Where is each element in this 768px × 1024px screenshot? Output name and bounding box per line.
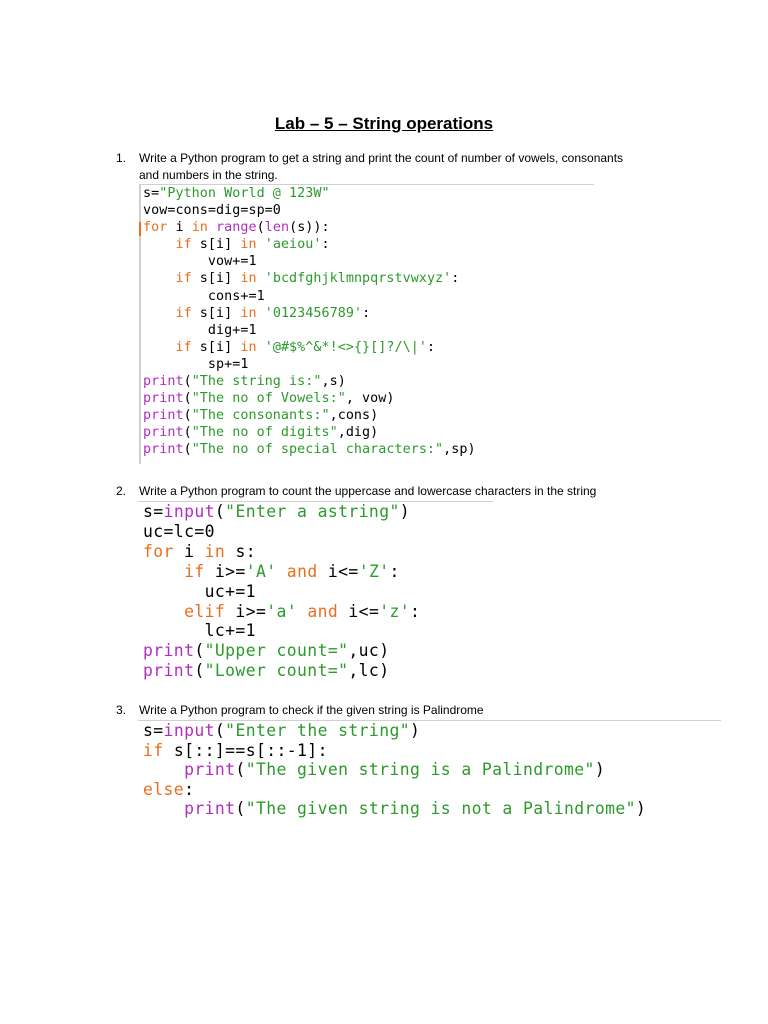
- code-token: (: [183, 408, 192, 424]
- code-token: [143, 562, 184, 581]
- code-token: "Upper count=": [204, 641, 349, 661]
- code-token: [143, 237, 175, 252]
- code-line: [143, 236, 476, 253]
- page-title: Lab – 5 – String operations: [274, 114, 494, 133]
- code-token: "The no of special characters:": [191, 442, 444, 458]
- code-token: input: [163, 502, 215, 521]
- code-token: ): [594, 760, 606, 779]
- code-token: [143, 271, 175, 286]
- code-token: s[i]: [191, 305, 241, 321]
- code-token: in: [240, 271, 257, 287]
- code-token: print: [143, 391, 184, 407]
- code-token: print: [143, 374, 184, 390]
- code-token: s[i]: [191, 271, 241, 287]
- code-token: "The no of digits": [191, 425, 338, 441]
- code-token: ,lc): [348, 661, 390, 681]
- code-token: ,uc): [348, 641, 390, 661]
- code-line: [143, 441, 476, 458]
- code-token: i>=: [204, 561, 246, 581]
- code-token: in: [240, 339, 257, 355]
- code-token: "The no of Vowels:": [191, 391, 346, 407]
- code-token: [143, 340, 175, 355]
- code-token: "Python World @ 123W": [159, 186, 330, 201]
- code-token: ,sp): [443, 442, 476, 458]
- code-token: (: [183, 374, 192, 390]
- code-line: [143, 721, 646, 741]
- code-token: s=: [143, 186, 160, 201]
- code-line: [143, 760, 646, 780]
- code-token: in: [204, 541, 226, 561]
- code-token: uc=lc=0: [143, 521, 215, 541]
- code-token: ): [410, 721, 421, 740]
- code-token: i<=: [317, 561, 359, 581]
- code-token: (s)):: [289, 220, 330, 236]
- code-token: print: [143, 641, 195, 661]
- code-line: [143, 602, 420, 622]
- code-token: s=: [143, 721, 164, 740]
- code-line: [143, 424, 476, 441]
- code-token: [257, 306, 265, 321]
- code-token: ): [399, 502, 411, 521]
- code-token: if: [175, 339, 192, 355]
- code-token: [143, 760, 184, 779]
- code-line: [143, 621, 420, 641]
- code-token: (: [183, 391, 192, 407]
- code-line: [143, 741, 646, 761]
- question-2-number: 2.: [116, 484, 127, 498]
- code-token: if: [184, 561, 205, 581]
- code-token: "The given string is a Palindrome": [245, 760, 595, 779]
- code-token: "Lower count=": [204, 661, 349, 681]
- code-token: print: [143, 661, 195, 681]
- code-token: print: [143, 442, 184, 458]
- code-line: [143, 185, 476, 202]
- code-line: [143, 339, 476, 356]
- code-token: elif: [184, 601, 226, 621]
- code-block-1: [143, 185, 476, 459]
- code-token: vow=cons=dig=sp=0: [143, 203, 281, 219]
- code-token: 'aeiou': [264, 237, 322, 253]
- code-token: if: [175, 237, 192, 253]
- code-token: s[i]: [191, 237, 241, 253]
- question-1-text-line-2: and numbers in the string.: [139, 168, 278, 182]
- code-token: 'z': [379, 601, 411, 621]
- code-token: (: [214, 502, 226, 521]
- code-token: if: [175, 305, 192, 321]
- question-3-number: 3.: [116, 703, 127, 717]
- code-token: [143, 602, 184, 621]
- code-token: lc+=1: [143, 621, 256, 641]
- code-token: (: [235, 760, 246, 779]
- code-token: :: [426, 339, 436, 355]
- code-token: input: [163, 721, 215, 740]
- code-token: print: [143, 425, 184, 441]
- code-token: else: [143, 779, 185, 799]
- code-token: s=: [143, 502, 164, 521]
- code-line: [143, 322, 476, 339]
- code-line: [143, 373, 476, 390]
- code-token: 'Z': [358, 561, 390, 581]
- code-token: "The string is:": [191, 374, 322, 390]
- code-line: [143, 582, 420, 602]
- code-token: (: [214, 721, 226, 740]
- code-token: :: [362, 305, 371, 321]
- code-token: cons+=1: [143, 288, 265, 304]
- code-token: in: [191, 220, 208, 236]
- code-line: [143, 390, 476, 407]
- code-token: "The consonants:": [191, 408, 330, 424]
- code-token: ,cons): [329, 408, 379, 424]
- code-token: for: [143, 220, 168, 236]
- code-token: "Enter the string": [225, 721, 410, 740]
- code-token: [143, 306, 175, 321]
- editor-gutter-marker: [139, 222, 141, 236]
- code-token: (: [194, 661, 205, 681]
- code-token: [257, 237, 265, 252]
- code-token: ): [635, 799, 647, 818]
- code-token: print: [184, 760, 236, 779]
- code-block-3: [143, 721, 646, 819]
- code-line: [143, 542, 420, 562]
- code-line: [143, 641, 420, 661]
- question-1-number: 1.: [116, 151, 127, 165]
- code-token: :: [389, 561, 400, 581]
- code-token: if: [143, 740, 164, 760]
- code-line: [143, 407, 476, 424]
- code-token: in: [240, 305, 257, 321]
- code-token: i: [173, 541, 205, 561]
- code-line: [143, 356, 476, 373]
- code-token: 'a': [266, 601, 298, 621]
- code-token: print: [143, 408, 184, 424]
- code-line: [143, 502, 420, 522]
- code-token: and: [286, 561, 318, 581]
- code-token: print: [184, 799, 236, 818]
- code-line: [143, 780, 646, 800]
- code-token: 'bcdfghjklmnpqrstvwxyz': [264, 271, 452, 287]
- code-token: (: [256, 220, 265, 236]
- code-token: range: [216, 220, 257, 236]
- code-line: [143, 202, 476, 219]
- code-token: , vow): [345, 391, 395, 407]
- code-token: [257, 271, 265, 286]
- code-token: :: [451, 271, 460, 287]
- question-1-text-line-1: Write a Python program to get a string and print the count of number of vowels, consonants: [139, 151, 624, 165]
- code-token: len: [264, 220, 290, 236]
- code-token: ,dig): [337, 425, 379, 441]
- code-line: [143, 253, 476, 270]
- code-token: (: [235, 799, 246, 818]
- code-line: [143, 562, 420, 582]
- code-token: uc+=1: [143, 581, 256, 601]
- code-token: (: [194, 641, 205, 661]
- code-block-2: [143, 502, 420, 681]
- code-token: i>=: [225, 601, 267, 621]
- code-token: s:: [225, 541, 256, 561]
- code-token: 'A': [245, 561, 277, 581]
- code-token: [143, 799, 184, 818]
- code-token: dig+=1: [143, 322, 257, 338]
- code-line: [143, 661, 420, 681]
- code-line: [143, 219, 476, 236]
- code-token: and: [307, 601, 339, 621]
- code-token: :: [321, 237, 330, 253]
- code-line: [143, 288, 476, 305]
- code-line: [143, 305, 476, 322]
- code-line: [143, 522, 420, 542]
- code-token: s[::]==s[::-1]:: [163, 740, 328, 760]
- code-token: [257, 340, 265, 355]
- code-token: i<=: [338, 601, 380, 621]
- code-token: in: [240, 237, 257, 253]
- code-token: [208, 220, 216, 235]
- code-line: [143, 799, 646, 819]
- code-token: '0123456789': [264, 305, 363, 321]
- code-token: "The given string is not a Palindrome": [245, 799, 636, 818]
- question-3-text: Write a Python program to check if the given string is Palindrome: [139, 703, 484, 717]
- code-token: vow+=1: [143, 254, 257, 270]
- code-token: for: [143, 541, 174, 561]
- question-2-text: Write a Python program to count the uppercase and lowercase characters in the string: [139, 484, 597, 498]
- code-token: [277, 562, 287, 581]
- code-token: s[i]: [191, 339, 241, 355]
- code-token: sp+=1: [143, 356, 249, 372]
- code-line: [143, 270, 476, 287]
- code-token: i: [167, 220, 192, 236]
- code-token: :: [184, 779, 195, 799]
- code-token: :: [410, 601, 421, 621]
- code-token: ,s): [321, 374, 346, 390]
- code-token: (: [183, 425, 192, 441]
- code-token: '@#$%^&*!<>{}[]?/\|': [264, 339, 427, 355]
- code-token: "Enter a astring": [225, 502, 400, 521]
- code-token: (: [183, 442, 192, 458]
- code-token: [297, 602, 307, 621]
- code-token: if: [175, 271, 192, 287]
